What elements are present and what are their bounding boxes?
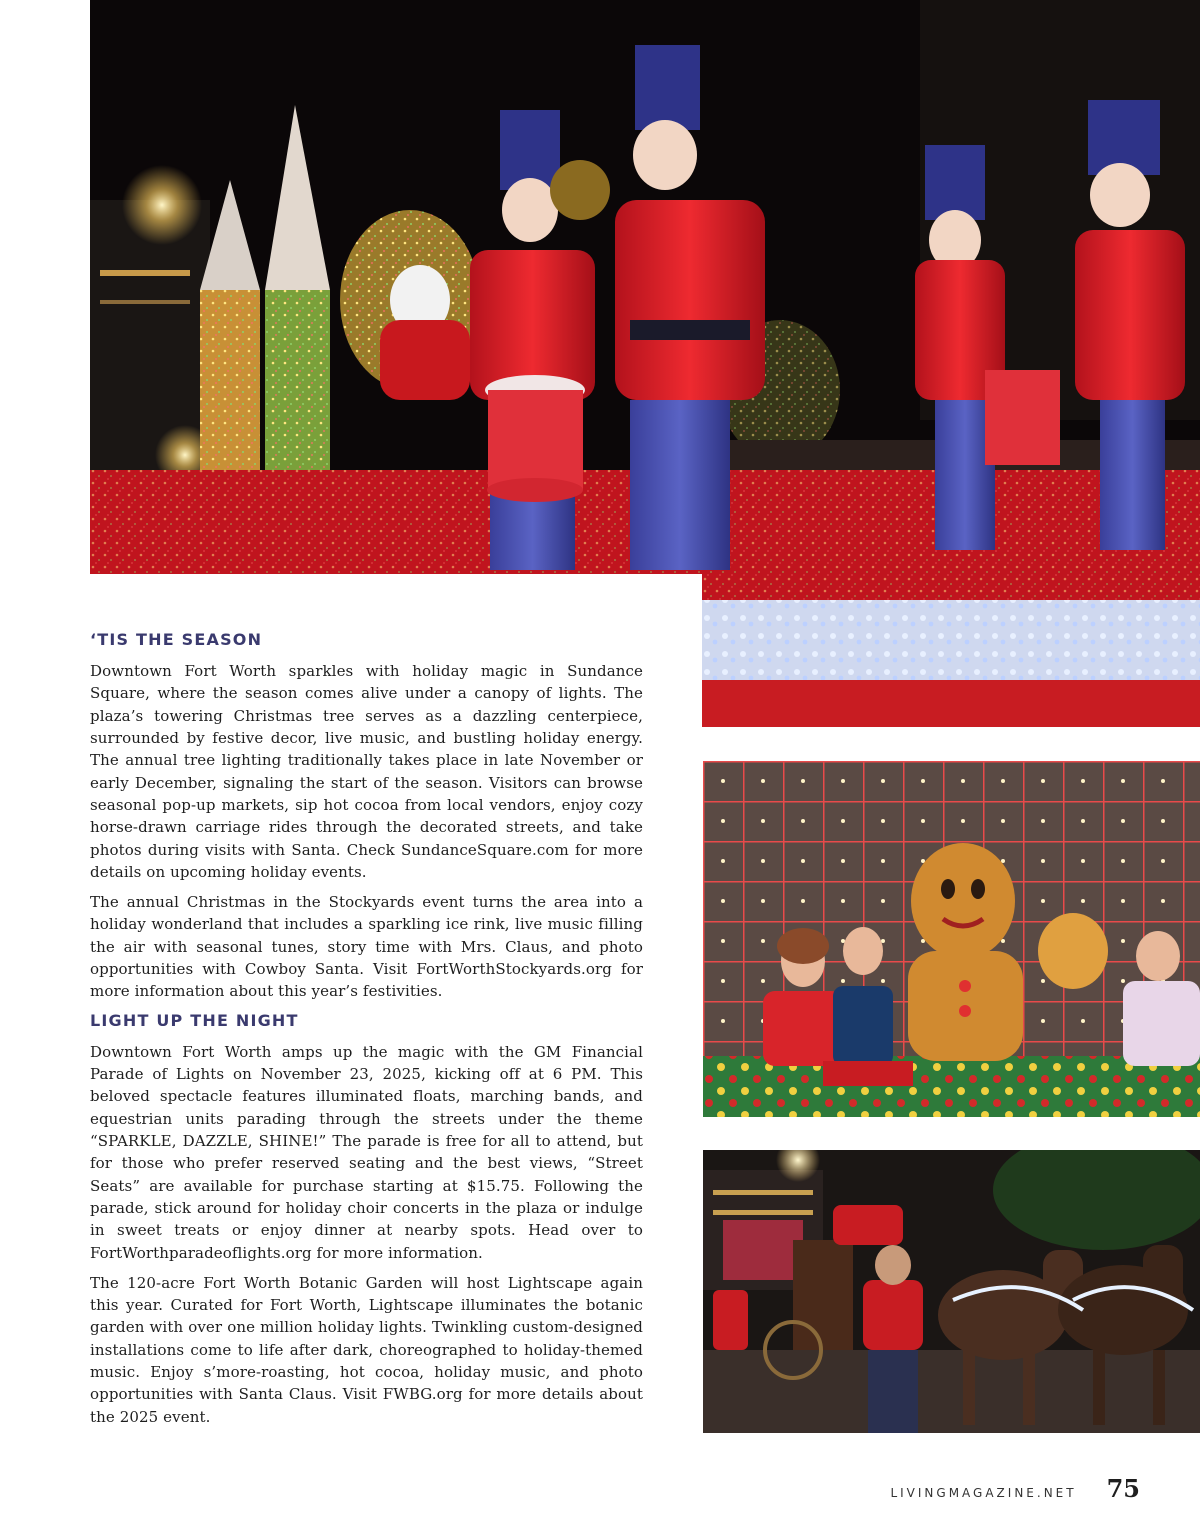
paragraph-lightscape: The 120-acre Fort Worth Botanic Garden will host Lightscape again this year. Curated for Fort Worth, Lightscape illuminates the botanic garden with over one million holiday lights. Twinkling custom-designed installations come to life after dark, choreographed to holiday-themed music. Enjoy s’more-roasting, hot cocoa, holiday music, and photo opportunities with Santa Claus. Visit FWBG.org for more details about the 2025 event.	[90, 1273, 643, 1426]
gingerbread-float-photo	[703, 761, 1200, 1117]
page-footer	[890, 1474, 1140, 1503]
paragraph-sundance-square: Downtown Fort Worth sparkles with holiday magic in Sundance Square, where the season comes alive under a canopy of lights. The plaza’s towering Christmas tree serves as a dazzling centerpiece, surrounded by festive decor, live music, and bustling holiday energy. The annual tree lighting traditionally takes place in late November or early December, signaling the start of the season. Visitors can browse seasonal pop-up markets, sip hot cocoa from local vendors, enjoy cozy horse-drawn carriage rides through the decorated streets, and take photos during visits with Santa. Check SundanceSquare.com for more details on upcoming holiday events.	[90, 662, 643, 881]
page-number: 75	[1106, 1474, 1140, 1503]
paragraph-parade-of-lights: Downtown Fort Worth amps up the magic with the GM Financial Parade of Lights on November 23, 2025, kicking off at 6 PM. This beloved spectacle features illuminated floats, marching bands, and equestrian units parading through the streets under the theme “SPARKLE, DAZZLE, SHINE!” The parade is free for all to attend, but for those who prefer reserved seating and the best views, “Street Seats” are available for purchase starting at $15.75. Following the parade, stick around for holiday choir concerts in the plaza or indulge in sweet treats or enjoy dinner at nearby spots. Head over to FortWorthparadeoflights.org for more information.	[90, 1042, 643, 1262]
horse-carriage-photo	[703, 1150, 1200, 1433]
section-heading-tis-the-season: ‘TIS THE SEASON	[90, 630, 263, 649]
article-body	[90, 630, 643, 1436]
website-url: LIVINGMAGAZINE.NET	[890, 1486, 1077, 1500]
section-heading-light-up-the-night: LIGHT UP THE NIGHT	[90, 1010, 299, 1030]
paragraph-stockyards: The annual Christmas in the Stockyards event turns the area into a holiday wonderland that includes a sparkling ice rink, live music filling the air with seasonal tunes, story time with Mrs. Claus, and photo opportunities with Cowboy Santa. Visit FortWorthStockyards.org for more information about this year’s festivities.	[90, 893, 643, 1001]
